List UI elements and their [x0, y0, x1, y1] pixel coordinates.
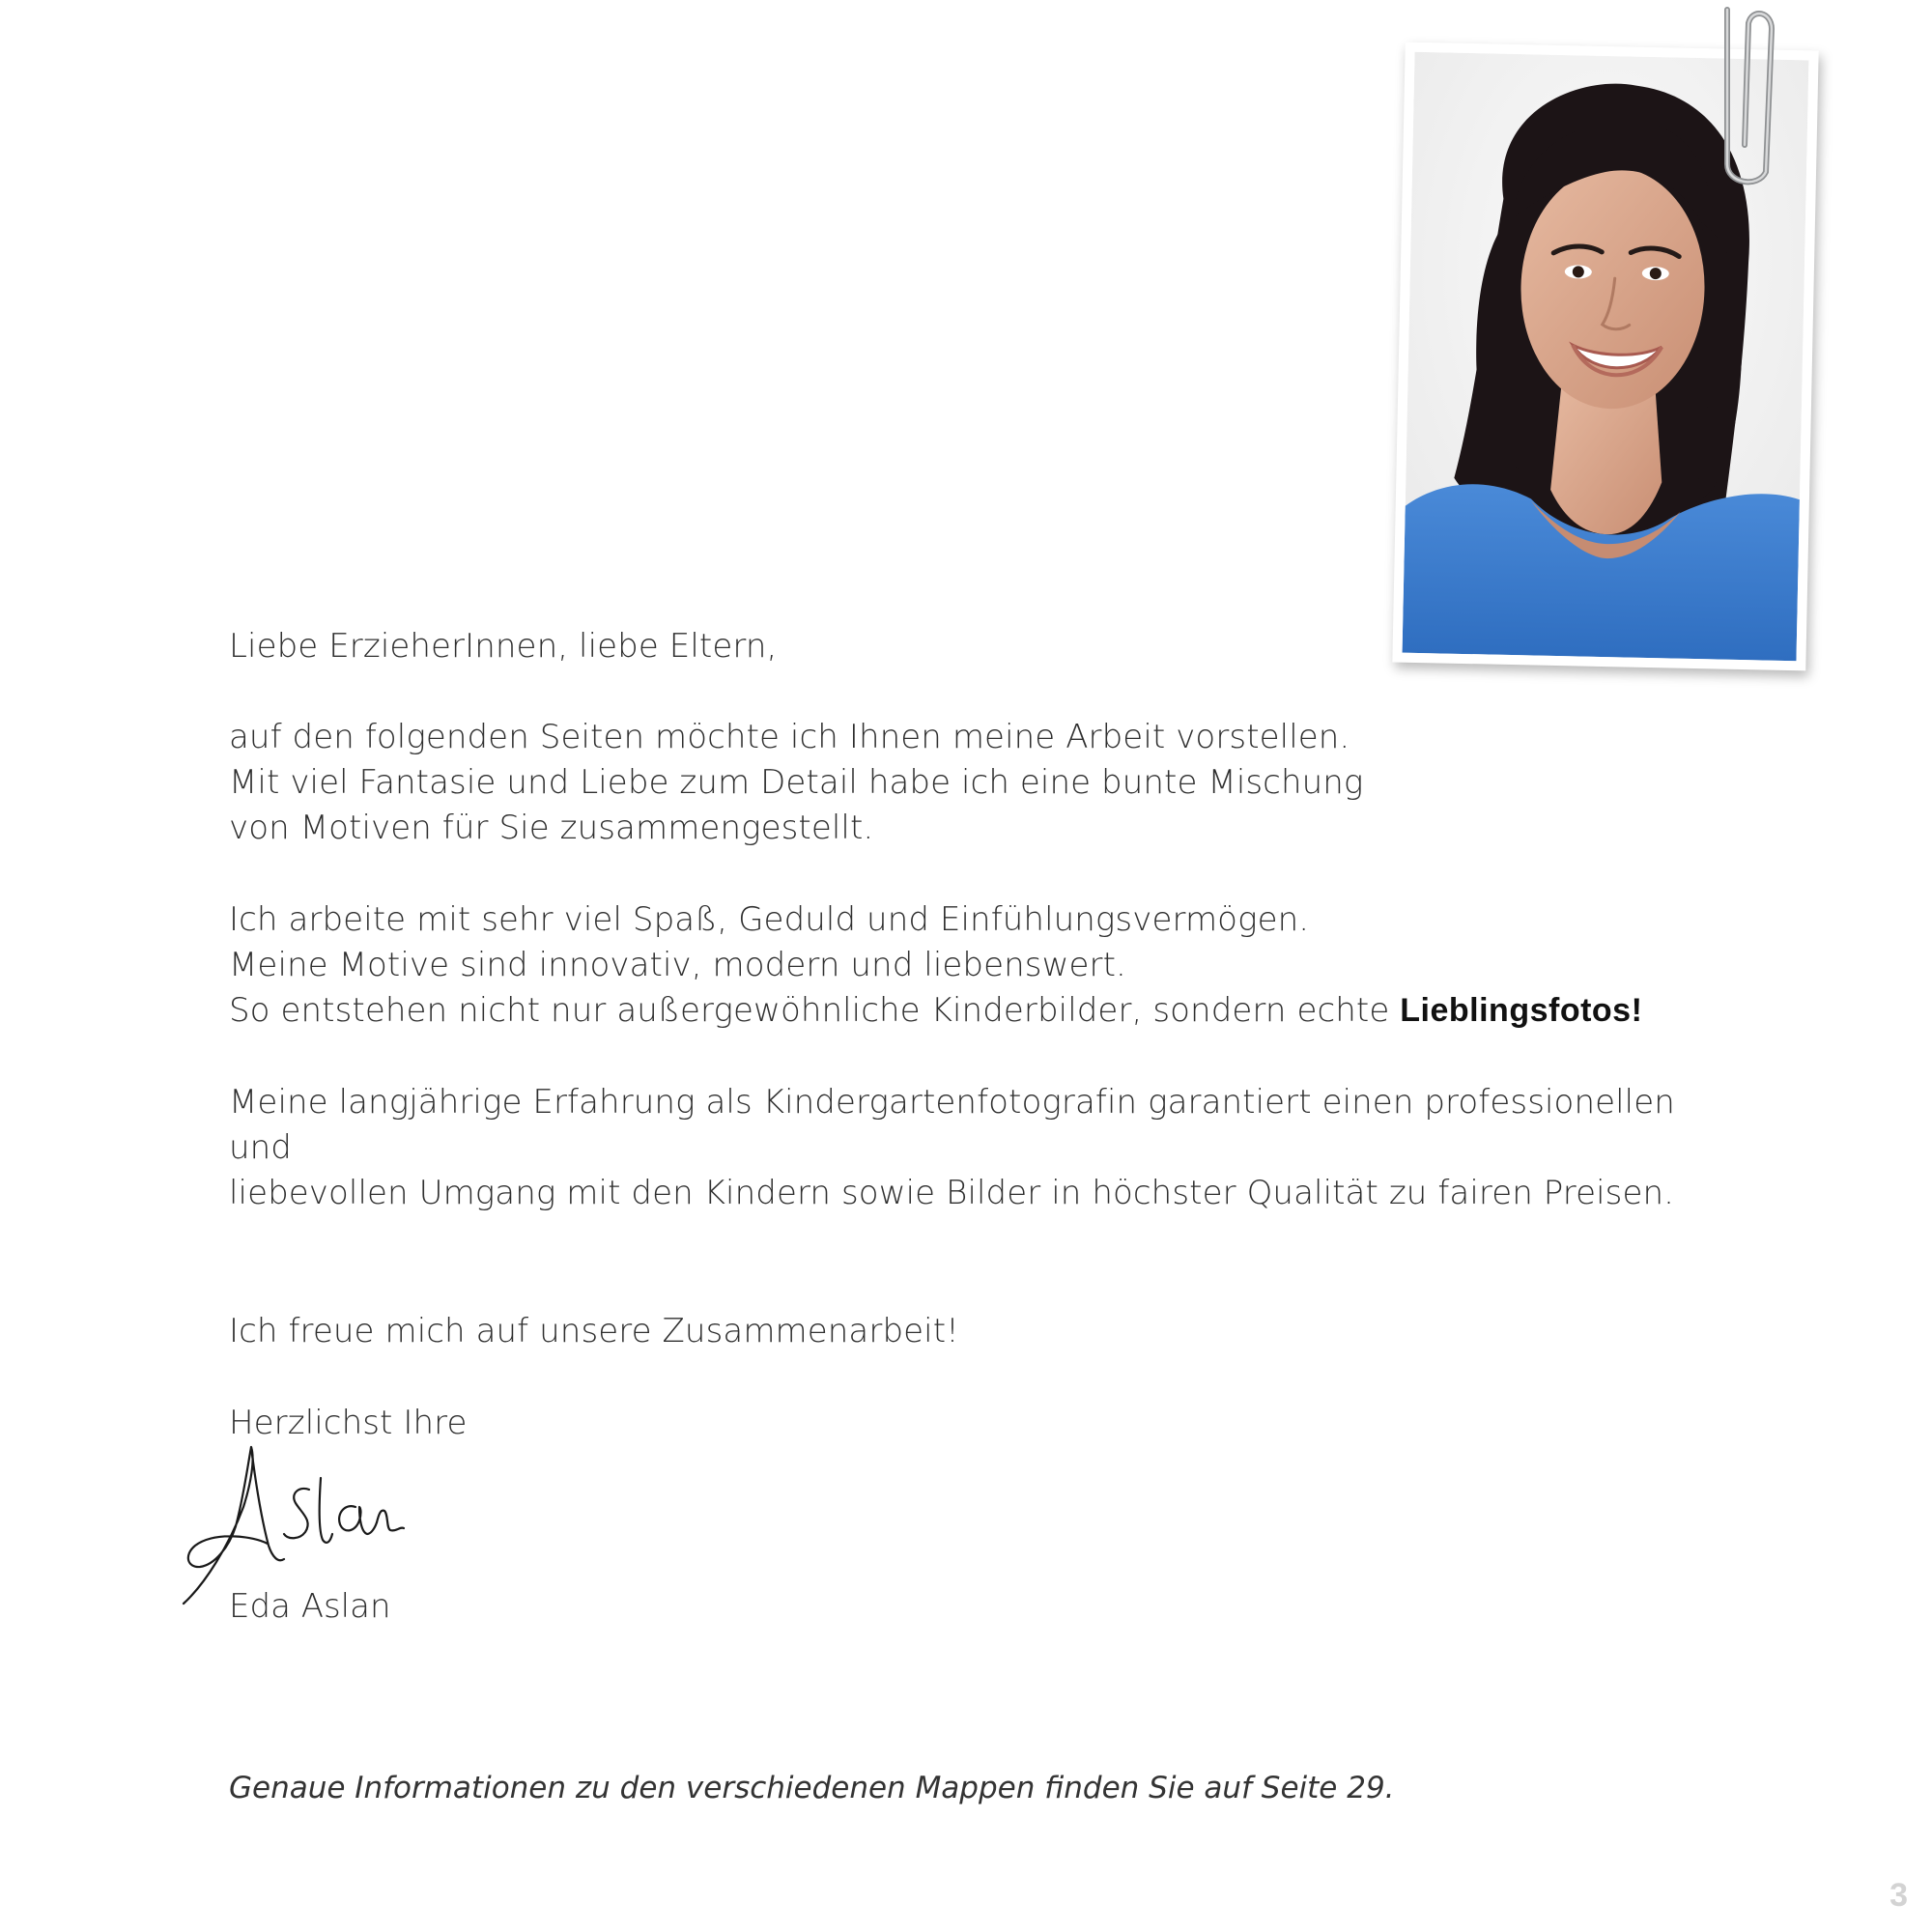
paragraph-1-line-1: auf den folgenden Seiten möchte ich Ihnen meine Arbeit vorstellen. [229, 718, 1350, 756]
paragraph-3-line-2: liebevollen Umgang mit den Kindern sowie Bilder in höchster Qualität zu fairen Preisen. [229, 1174, 1675, 1212]
emphasis-text: Lieblingsfotos! [1400, 992, 1643, 1029]
paragraph-1-line-3: von Motiven für Sie zusammengestellt. [229, 809, 874, 847]
sign-off: Herzlichst Ihre [229, 1404, 468, 1442]
paperclip-icon [1710, 0, 1787, 203]
greeting: Liebe ErzieherInnen, liebe Eltern, [229, 627, 778, 666]
signer-name: Eda Aslan [229, 1587, 391, 1626]
footnote: Genaue Informationen zu den verschiedenen Mappen finden Sie auf Seite 29. [229, 1771, 1395, 1805]
paragraph-3-line-1: Meine langjährige Erfahrung als Kindergartenfotografin garantiert einen professionellen und [229, 1083, 1675, 1167]
paragraph-2-line-2: Meine Motive sind innovativ, modern und liebenswert. [229, 946, 1126, 984]
paragraph-1-line-2: Mit viel Fantasie und Liebe zum Detail habe ich eine bunte Mischung [229, 763, 1364, 802]
paragraph-2-line-1: Ich arbeite mit sehr viel Spaß, Geduld und Einfühlungsvermögen. [229, 900, 1310, 939]
paragraph-2-line-3-text: So entstehen nicht nur außergewöhnliche Kinderbilder, sondern echte [229, 991, 1401, 1030]
closing-line: Ich freue mich auf unsere Zusammenarbeit! [229, 1312, 959, 1350]
page-number: 3 [1889, 1877, 1908, 1914]
paragraph-2-line-3 [229, 988, 1678, 1034]
letter-body [229, 624, 1678, 1446]
